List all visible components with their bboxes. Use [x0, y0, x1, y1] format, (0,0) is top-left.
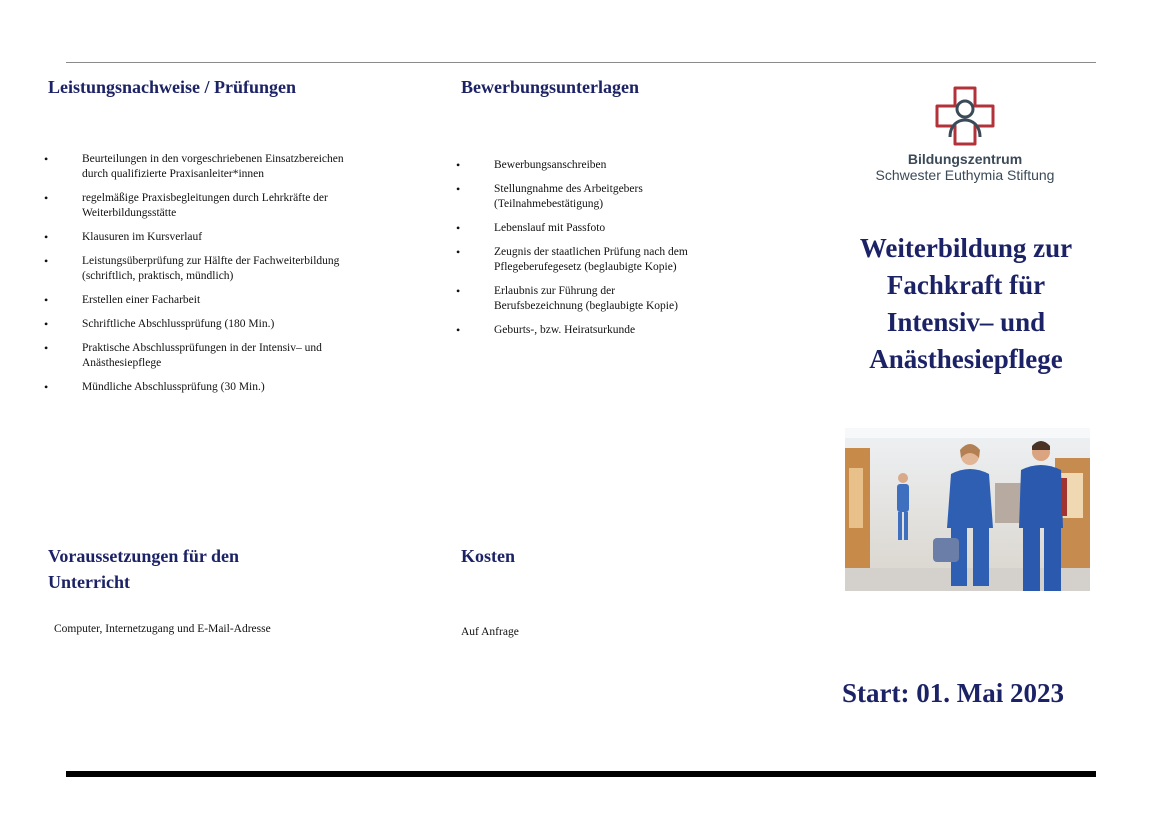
list-item: • Praktische Abschlussprüfungen in der Intensiv– und Anästhesiepflege: [44, 341, 344, 371]
list-item: • Zeugnis der staatlichen Prüfung nach dem Pflegeberufegesetz (beglaubigte Kopie): [456, 245, 706, 275]
heading-voraussetzungen: Voraussetzungen für den Unterricht: [48, 546, 240, 592]
logo: [860, 85, 1070, 183]
list-item: • regelmäßige Praxisbegleitungen durch Lehrkräfte der Weiterbildungsstätte: [44, 191, 344, 221]
brochure-title: [846, 230, 1086, 378]
start-date: Start: 01. Mai 2023: [842, 678, 1064, 708]
list-item: • Klausuren im Kursverlauf: [44, 230, 344, 245]
cross-person-logo-icon: [934, 85, 996, 147]
logo-line-1: Bildungszentrum: [907, 151, 1023, 167]
list-item: • Mündliche Abschlussprüfung (30 Min.): [44, 380, 344, 395]
title-line: Anästhesiepflege: [869, 344, 1063, 374]
title-line: Weiterbildung zur: [859, 233, 1073, 263]
list-item: • Erlaubnis zur Führung der Berufsbezeichnung (beglaubigte Kopie): [456, 284, 706, 314]
list-item: • Geburts-, bzw. Heiratsurkunde: [456, 323, 706, 338]
heading-leistungsnachweise: Leistungsnachweise / Prüfungen: [48, 77, 297, 97]
title-line: Intensiv– und: [886, 307, 1046, 337]
voraussetzungen-text: Computer, Internetzugang und E-Mail-Adresse: [54, 623, 271, 635]
bewerbungsunterlagen-list: [456, 158, 706, 347]
list-item: • Bewerbungsanschreiben: [456, 158, 706, 173]
list-item: • Beurteilungen in den vorgeschriebenen Einsatzbereichen durch qualifizierte Praxisanleiter*innen: [44, 152, 344, 182]
heading-bewerbungsunterlagen: Bewerbungsunterlagen: [461, 77, 640, 97]
logo-line-2: Schwester Euthymia Stiftung: [875, 167, 1055, 183]
kosten-text: Auf Anfrage: [461, 626, 519, 638]
bottom-rule: [66, 771, 1096, 777]
list-item: • Lebenslauf mit Passfoto: [456, 221, 706, 236]
list-item: • Erstellen einer Facharbeit: [44, 293, 344, 308]
list-item: • Schriftliche Abschlussprüfung (180 Min.): [44, 317, 344, 332]
heading-kosten: Kosten: [461, 546, 515, 566]
title-line: Fachkraft für: [886, 270, 1046, 300]
list-item: • Stellungnahme des Arbeitgebers (Teilnahmebestätigung): [456, 182, 706, 212]
top-rule: [66, 62, 1096, 63]
nursing-students-photo: [845, 428, 1090, 591]
list-item: • Leistungsüberprüfung zur Hälfte der Fachweiterbildung (schriftlich, praktisch, mündlich): [44, 254, 344, 284]
leistungsnachweise-list: [44, 152, 344, 404]
